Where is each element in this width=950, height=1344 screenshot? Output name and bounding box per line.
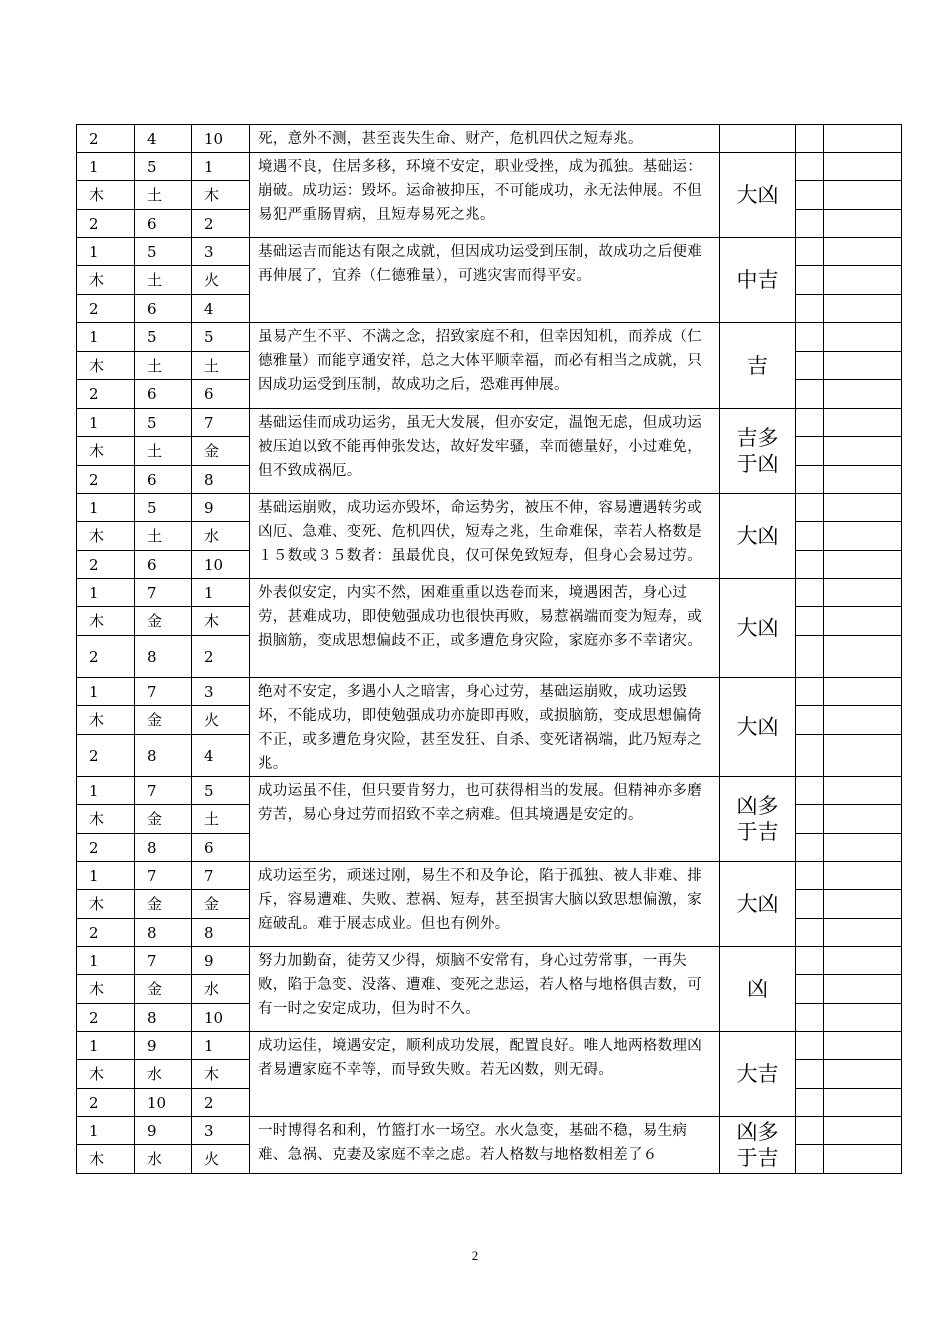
number-cell: 2 [192, 1089, 250, 1117]
blank-note-cell [824, 919, 902, 947]
blank-note-cell [824, 153, 902, 181]
blank-note-cell [824, 1004, 902, 1032]
blank-gap-cell [796, 352, 824, 380]
blank-note-cell [824, 607, 902, 636]
blank-note-cell [824, 409, 902, 437]
number-cell: 7 [192, 409, 250, 437]
table-row [77, 1117, 902, 1145]
verdict-label: 大凶 [736, 616, 779, 640]
stroke-cell: 木 [77, 805, 135, 834]
blank-gap-cell [796, 975, 824, 1004]
element-cell: 7 [135, 947, 192, 975]
blank-gap-cell [796, 706, 824, 735]
number-cell: 8 [192, 919, 250, 947]
description-cell: 境遇不良，住居多移，环境不安定，职业受挫，成为孤独。基础运：崩破。成功运：毁坏。运命被抑压，不可能成功，永无法伸展。不但易犯严重肠胃病，且短寿易死之兆。 [250, 153, 720, 238]
verdict-label: 大凶 [736, 183, 779, 207]
blank-gap-cell [796, 890, 824, 919]
element-cell: 土 [135, 522, 192, 551]
stroke-cell: 木 [77, 1060, 135, 1089]
verdict-cell [720, 409, 796, 494]
blank-gap-cell [796, 947, 824, 975]
description-cell: 基础运吉而能达有限之成就，但因成功运受到压制，故成功之后便难再伸展了，宜养（仁德雅量），可逃灾害而得平安。 [250, 238, 720, 323]
number-cell: 3 [192, 238, 250, 266]
number-cell: 土 [192, 805, 250, 834]
number-cell: 3 [192, 1117, 250, 1145]
blank-gap-cell [796, 579, 824, 607]
verdict-label: 中吉 [736, 268, 779, 292]
element-cell: 5 [135, 153, 192, 181]
blank-note-cell [824, 551, 902, 579]
blank-gap-cell [796, 238, 824, 266]
number-cell: 9 [192, 947, 250, 975]
blank-gap-cell [796, 1117, 824, 1145]
verdict-label: 大凶 [736, 524, 779, 548]
number-cell: 金 [192, 890, 250, 919]
description-cell: 死，意外不测，甚至丧失生命、财产，危机四伏之短寿兆。 [250, 125, 720, 153]
number-cell: 水 [192, 975, 250, 1004]
element-cell: 水 [135, 1145, 192, 1174]
number-cell: 5 [192, 777, 250, 805]
stroke-cell: 木 [77, 437, 135, 466]
stroke-cell: 木 [77, 1145, 135, 1174]
description-cell: 绝对不安定，多遇小人之暗害，身心过劳，基础运崩败，成功运毁坏，不能成功，即使勉强成功亦旋即再败，或损脑筋，变成思想偏倚不正，或多遭危身灾险，甚至发狂、自杀、变死诸祸端，此乃短寿之兆。 [250, 678, 720, 777]
blank-gap-cell [796, 295, 824, 323]
blank-note-cell [824, 1117, 902, 1145]
stroke-cell: 2 [77, 1004, 135, 1032]
blank-note-cell [824, 777, 902, 805]
blank-gap-cell [796, 1145, 824, 1174]
page-number: 2 [471, 1248, 479, 1263]
stroke-cell: 2 [77, 125, 135, 153]
stroke-cell: 木 [77, 181, 135, 210]
number-cell: 4 [192, 295, 250, 323]
blank-note-cell [824, 295, 902, 323]
table-row [77, 153, 902, 181]
verdict-cell [720, 494, 796, 579]
number-cell: 土 [192, 352, 250, 380]
stroke-cell: 木 [77, 706, 135, 735]
number-cell: 10 [192, 551, 250, 579]
blank-note-cell [824, 975, 902, 1004]
stroke-cell: 2 [77, 834, 135, 862]
blank-note-cell [824, 238, 902, 266]
blank-gap-cell [796, 607, 824, 636]
element-cell: 金 [135, 975, 192, 1004]
number-cell: 4 [192, 735, 250, 777]
verdict-label: 凶多于吉 [736, 1120, 779, 1170]
element-cell: 8 [135, 834, 192, 862]
element-cell: 金 [135, 805, 192, 834]
blank-gap-cell [796, 380, 824, 409]
blank-note-cell [824, 678, 902, 706]
verdict-cell [720, 579, 796, 678]
verdict-label: 凶 [747, 977, 768, 1001]
blank-note-cell [824, 706, 902, 735]
blank-note-cell [824, 437, 902, 466]
stroke-cell: 1 [77, 153, 135, 181]
description-cell: 努力加勤奋，徒劳又少得，烦脑不安常有，身心过劳常事，一再失败，陷于急变、没落、遭难、变死之悲运，若人格与地格俱吉数，可有一时之安定成功，但为时不久。 [250, 947, 720, 1032]
blank-gap-cell [796, 551, 824, 579]
element-cell: 8 [135, 1004, 192, 1032]
number-cell: 10 [192, 125, 250, 153]
number-cell: 6 [192, 834, 250, 862]
stroke-cell: 2 [77, 551, 135, 579]
description-cell: 基础运崩败，成功运亦毁坏，命运势劣，被压不伸，容易遭遇转劣或凶厄、急难、变死、危机四伏，短寿之兆，生命难保，幸若人格数是１５数或３５数者：虽最优良，仅可保免致短寿，但身心会易过劳。 [250, 494, 720, 579]
number-cell: 5 [192, 323, 250, 352]
verdict-label: 大凶 [736, 715, 779, 739]
blank-gap-cell [796, 1060, 824, 1089]
blank-note-cell [824, 834, 902, 862]
number-cell: 6 [192, 380, 250, 409]
number-cell: 1 [192, 579, 250, 607]
element-cell: 水 [135, 1060, 192, 1089]
stroke-cell: 2 [77, 295, 135, 323]
number-cell: 火 [192, 266, 250, 295]
element-cell: 7 [135, 862, 192, 890]
element-cell: 金 [135, 607, 192, 636]
blank-note-cell [824, 494, 902, 522]
blank-gap-cell [796, 323, 824, 352]
stroke-cell: 木 [77, 975, 135, 1004]
table-row [77, 678, 902, 706]
stroke-cell: 1 [77, 238, 135, 266]
element-cell: 5 [135, 238, 192, 266]
table-row [77, 409, 902, 437]
blank-note-cell [824, 210, 902, 238]
element-cell: 土 [135, 181, 192, 210]
blank-gap-cell [796, 409, 824, 437]
blank-gap-cell [796, 678, 824, 706]
description-cell: 一时博得名和利，竹篮打水一场空。水火急变，基础不稳，易生病难、急祸、克妻及家庭不幸之虑。若人格数与地格数相差了６ [250, 1117, 720, 1174]
blank-note-cell [824, 862, 902, 890]
number-cell: 水 [192, 522, 250, 551]
element-cell: 金 [135, 890, 192, 919]
description-cell: 成功运虽不佳，但只要肯努力，也可获得相当的发展。但精神亦多磨劳苦，易心身过劳而招致不幸之病难。但其境遇是安定的。 [250, 777, 720, 862]
element-cell: 土 [135, 352, 192, 380]
table-row [77, 777, 902, 805]
blank-note-cell [824, 352, 902, 380]
table-row [77, 125, 902, 153]
number-cell: 8 [192, 466, 250, 494]
blank-gap-cell [796, 919, 824, 947]
blank-note-cell [824, 1060, 902, 1089]
blank-gap-cell [796, 522, 824, 551]
stroke-cell: 1 [77, 947, 135, 975]
element-cell: 7 [135, 678, 192, 706]
blank-gap-cell [796, 437, 824, 466]
blank-note-cell [824, 380, 902, 409]
number-cell: 金 [192, 437, 250, 466]
element-cell: 6 [135, 380, 192, 409]
number-cell: 火 [192, 706, 250, 735]
table-row [77, 494, 902, 522]
element-cell: 5 [135, 409, 192, 437]
number-cell: 1 [192, 1032, 250, 1060]
stroke-cell: 木 [77, 352, 135, 380]
stroke-cell: 2 [77, 466, 135, 494]
element-cell: 土 [135, 266, 192, 295]
stroke-cell: 1 [77, 1117, 135, 1145]
number-cell: 火 [192, 1145, 250, 1174]
blank-gap-cell [796, 862, 824, 890]
stroke-cell: 2 [77, 636, 135, 678]
table-row [77, 238, 902, 266]
description-cell: 外表似安定，内实不然，困难重重以迭卷而来，境遇困苦，身心过劳，甚难成功，即使勉强成功也很快再败，易惹祸端而变为短寿，或损脑筋，变成思想偏歧不正，或多遭危身灾险，家庭亦多不幸诸灾。 [250, 579, 720, 678]
blank-note-cell [824, 522, 902, 551]
stroke-cell: 1 [77, 1032, 135, 1060]
number-cell: 2 [192, 636, 250, 678]
description-cell: 成功运佳，境遇安定，顺利成功发展，配置良好。唯人地两格数理凶者易遭家庭不幸等，而导致失败。若无凶数，则无碍。 [250, 1032, 720, 1117]
stroke-cell: 1 [77, 678, 135, 706]
number-cell: 9 [192, 494, 250, 522]
blank-note-cell [824, 890, 902, 919]
table-row [77, 1032, 902, 1060]
number-cell: 1 [192, 153, 250, 181]
element-cell: 4 [135, 125, 192, 153]
blank-note-cell [824, 466, 902, 494]
verdict-label: 大凶 [736, 892, 779, 916]
stroke-cell: 1 [77, 579, 135, 607]
number-cell: 木 [192, 181, 250, 210]
blank-gap-cell [796, 1032, 824, 1060]
blank-note-cell [824, 579, 902, 607]
stroke-cell: 1 [77, 777, 135, 805]
table-row [77, 862, 902, 890]
blank-gap-cell [796, 636, 824, 678]
blank-note-cell [824, 636, 902, 678]
element-cell: 6 [135, 551, 192, 579]
element-cell: 5 [135, 323, 192, 352]
blank-note-cell [824, 1089, 902, 1117]
stroke-cell: 木 [77, 522, 135, 551]
description-cell: 成功运至劣，顽迷过刚，易生不和及争论，陷于孤独、被人非难、排斥，容易遭难、失败、惹祸、短寿，甚至损害大脑以致思想偏激，家庭破乱。难于展志成业。但也有例外。 [250, 862, 720, 947]
blank-note-cell [824, 1145, 902, 1174]
element-cell: 5 [135, 494, 192, 522]
verdict-cell [720, 238, 796, 323]
stroke-cell: 木 [77, 266, 135, 295]
blank-note-cell [824, 1032, 902, 1060]
verdict-cell [720, 862, 796, 947]
stroke-cell: 1 [77, 862, 135, 890]
element-cell: 7 [135, 579, 192, 607]
element-cell: 8 [135, 735, 192, 777]
verdict-label: 吉 [747, 353, 768, 378]
number-cell: 10 [192, 1004, 250, 1032]
number-cell: 木 [192, 1060, 250, 1089]
blank-gap-cell [796, 1089, 824, 1117]
stroke-cell: 木 [77, 890, 135, 919]
verdict-cell [720, 777, 796, 862]
verdict-cell [720, 1117, 796, 1174]
verdict-cell [720, 947, 796, 1032]
element-cell: 9 [135, 1117, 192, 1145]
number-cell: 木 [192, 607, 250, 636]
element-cell: 8 [135, 919, 192, 947]
verdict-cell [720, 153, 796, 238]
blank-note-cell [824, 266, 902, 295]
element-cell: 9 [135, 1032, 192, 1060]
blank-gap-cell [796, 266, 824, 295]
table-row [77, 323, 902, 352]
blank-note-cell [824, 947, 902, 975]
number-cell: 3 [192, 678, 250, 706]
number-cell: 2 [192, 210, 250, 238]
blank-gap-cell [796, 153, 824, 181]
stroke-cell: 1 [77, 494, 135, 522]
blank-gap-cell [796, 494, 824, 522]
blank-note-cell [824, 181, 902, 210]
blank-gap-cell [796, 805, 824, 834]
fortune-table [76, 124, 902, 1174]
description-cell: 虽易产生不平、不满之念，招致家庭不和，但幸因知机，而养成（仁德雅量）而能亨通安祥，总之大体平顺幸福，而必有相当之成就，只因成功运受到压制，故成功之后，恐难再伸展。 [250, 323, 720, 409]
blank-gap-cell [796, 735, 824, 777]
element-cell: 土 [135, 437, 192, 466]
blank-note-cell [824, 805, 902, 834]
element-cell: 10 [135, 1089, 192, 1117]
verdict-cell [720, 125, 796, 153]
stroke-cell: 2 [77, 735, 135, 777]
blank-gap-cell [796, 834, 824, 862]
number-cell: 7 [192, 862, 250, 890]
verdict-label: 吉多于凶 [736, 426, 779, 476]
stroke-cell: 2 [77, 919, 135, 947]
blank-gap-cell [796, 210, 824, 238]
stroke-cell: 木 [77, 607, 135, 636]
stroke-cell: 1 [77, 323, 135, 352]
blank-note-cell [824, 735, 902, 777]
stroke-cell: 2 [77, 210, 135, 238]
element-cell: 6 [135, 210, 192, 238]
element-cell: 6 [135, 295, 192, 323]
blank-gap-cell [796, 125, 824, 153]
blank-note-cell [824, 125, 902, 153]
table-row [77, 579, 902, 607]
verdict-cell [720, 323, 796, 409]
stroke-cell: 2 [77, 1089, 135, 1117]
element-cell: 8 [135, 636, 192, 678]
verdict-cell [720, 678, 796, 777]
verdict-cell [720, 1032, 796, 1117]
blank-note-cell [824, 323, 902, 352]
blank-gap-cell [796, 466, 824, 494]
stroke-cell: 1 [77, 409, 135, 437]
blank-gap-cell [796, 181, 824, 210]
verdict-label: 凶多于吉 [736, 794, 779, 844]
description-cell: 基础运佳而成功运劣，虽无大发展，但亦安定，温饱无虑，但成功运被压迫以致不能再伸张发达，故好发牢骚，幸而德量好，小过难免，但不致成祸厄。 [250, 409, 720, 494]
blank-gap-cell [796, 777, 824, 805]
blank-gap-cell [796, 1004, 824, 1032]
element-cell: 6 [135, 466, 192, 494]
stroke-cell: 2 [77, 380, 135, 409]
verdict-label: 大吉 [736, 1062, 779, 1086]
element-cell: 金 [135, 706, 192, 735]
element-cell: 7 [135, 777, 192, 805]
table-row [77, 947, 902, 975]
